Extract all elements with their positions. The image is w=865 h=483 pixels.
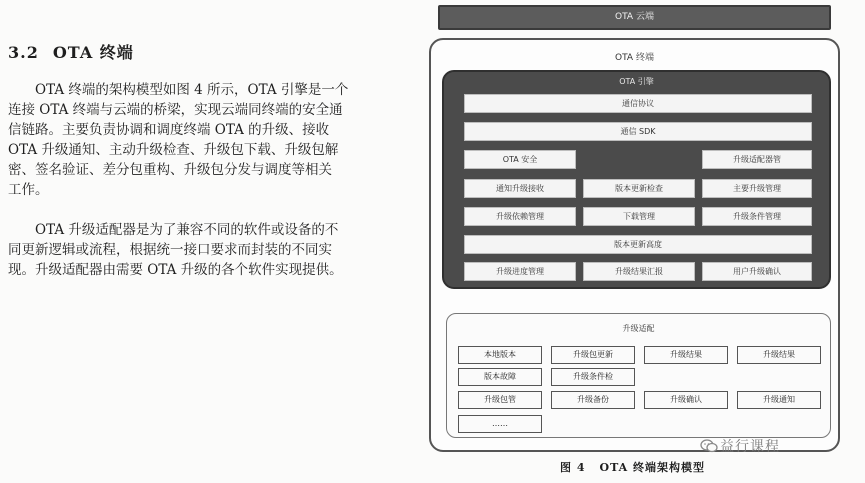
chat-bubble-icon (700, 438, 718, 454)
adapter-cell: 升级包管 (458, 391, 542, 409)
engine-protocol: 通信协议 (464, 94, 812, 113)
engine-adapter-mgmt: 升级适配器管 (702, 150, 812, 169)
watermark: 益行课程 (720, 439, 780, 455)
adapter-cell: 升级条件检 (551, 368, 635, 386)
section-heading (8, 40, 134, 63)
paragraph-line: 现。升级适配器由需要 OTA 升级的各个软件实现提供。 (8, 262, 343, 278)
engine-cell: 升级依赖管理 (464, 207, 576, 226)
adapter-cell: 版本故障 (458, 368, 542, 386)
paragraph-ota-adapter (8, 220, 413, 280)
engine-cell: 下载管理 (583, 207, 695, 226)
ota-cloud-box: OTA 云端 (438, 5, 831, 30)
figure-title: OTA 终端架构模型 (599, 461, 706, 474)
engine-cell: 升级进度管理 (464, 262, 576, 281)
ota-engine-box (442, 70, 831, 289)
paragraph-line: 连接 OTA 终端与云端的桥梁，实现云端同终端的安全通 (8, 102, 343, 118)
engine-security: OTA 安全 (464, 150, 576, 169)
figure-caption (560, 459, 705, 475)
paragraph-line: OTA 终端的架构模型如图 4 所示，OTA 引擎是一个 (35, 82, 349, 98)
adapter-cell: 升级结果 (737, 346, 821, 364)
paragraph-line: 信链路。主要负责协调和调度终端 OTA 的升级、接收 (8, 122, 330, 138)
engine-cell: 通知升级接收 (464, 179, 576, 198)
engine-cell: 版本更新检查 (583, 179, 695, 198)
paragraph-line: 同更新逻辑或流程，根据统一接口要求而封装的不同实 (8, 242, 332, 258)
adapter-more-cell: …… (458, 415, 542, 433)
engine-sdk: 通信 SDK (464, 122, 812, 141)
engine-cell: 升级条件管理 (702, 207, 812, 226)
adapter-cell: 本地版本 (458, 346, 542, 364)
section-title: OTA 终端 (52, 43, 134, 62)
adapter-cell: 升级确认 (644, 391, 728, 409)
engine-title: OTA 引擎 (619, 77, 654, 86)
terminal-title: OTA 终端 (615, 53, 654, 63)
figure-number: 图 4 (560, 461, 586, 474)
engine-schedule: 版本更新高度 (464, 235, 812, 254)
adapter-cell: 升级备份 (551, 391, 635, 409)
paragraph-ota-engine (8, 80, 413, 200)
engine-cell: 升级结果汇报 (583, 262, 695, 281)
adapter-title: 升级适配 (622, 324, 655, 333)
section-number: 3.2 (8, 43, 39, 62)
adapter-cell: 升级结果 (644, 346, 728, 364)
paragraph-line: OTA 升级通知、主动升级检查、升级包下载、升级包解 (8, 142, 339, 158)
paragraph-line: 密、签名验证、差分包重构、升级包分发与调度等相关 (8, 162, 332, 178)
upgrade-adapter-box (446, 313, 831, 438)
adapter-cell: 升级包更新 (551, 346, 635, 364)
paragraph-line: 工作。 (8, 182, 49, 198)
engine-cell: 主要升级管理 (702, 179, 812, 198)
engine-cell: 用户升级确认 (702, 262, 812, 281)
paragraph-line: OTA 升级适配器是为了兼容不同的软件或设备的不 (35, 222, 339, 238)
adapter-cell: 升级通知 (737, 391, 821, 409)
